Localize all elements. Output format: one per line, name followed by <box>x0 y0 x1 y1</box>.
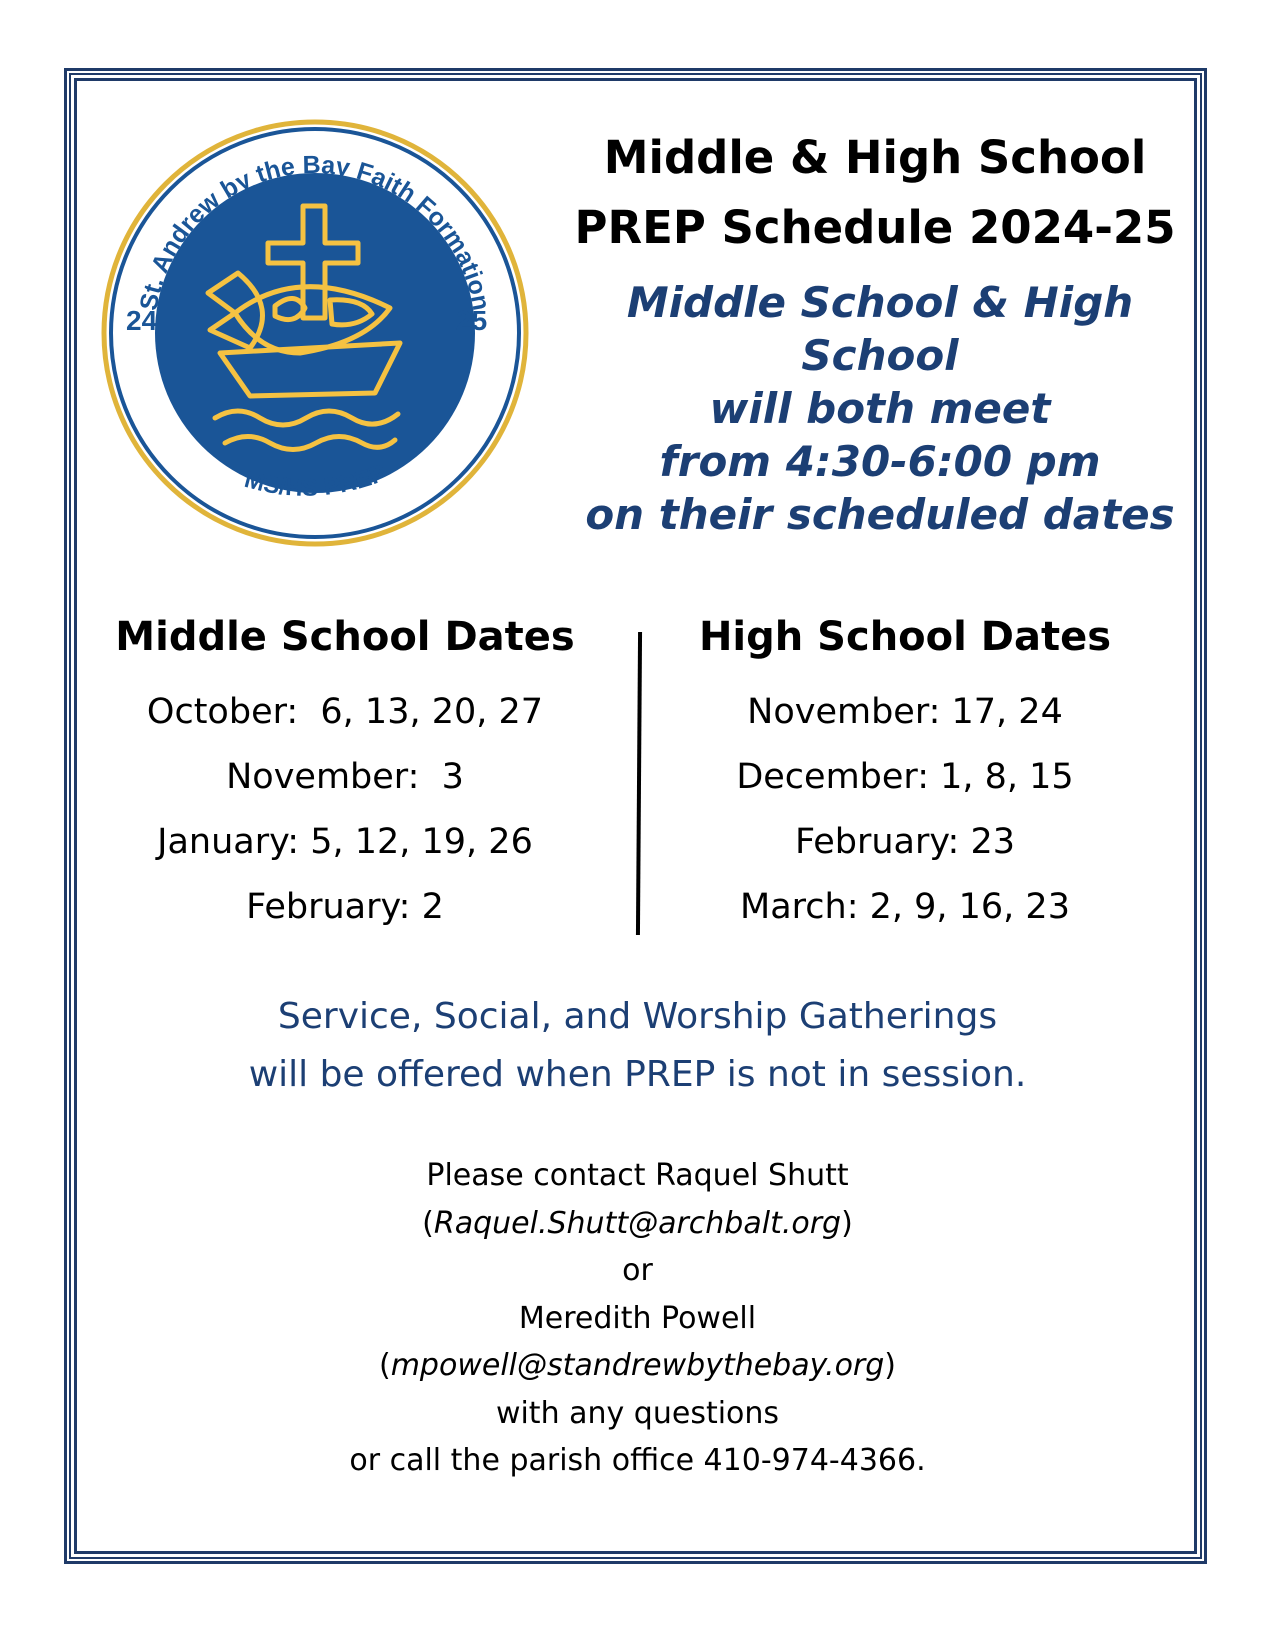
page-title-line1: Middle & High School <box>603 131 1147 184</box>
contact-email-raquel[interactable]: Raquel.Shutt@archbalt.org <box>433 1205 842 1241</box>
middle-school-dates <box>95 680 595 940</box>
high-school-heading: High School Dates <box>698 614 1112 660</box>
logo-ring-text: St. Andrew by the Bay Faith Formation <box>134 150 496 313</box>
high-school-dates <box>640 680 1170 940</box>
gatherings-note <box>150 988 1125 1104</box>
date-row: March: 2, 9, 16, 23 <box>740 887 1070 927</box>
contact-or: or <box>622 1253 653 1288</box>
date-row: October: 6, 13, 20, 27 <box>146 692 544 732</box>
contact-line: with any questions <box>495 1395 780 1431</box>
subtitle-line: will both meet <box>709 384 1051 433</box>
subtitle-line: School <box>801 331 959 380</box>
gatherings-line: Service, Social, and Worship Gatherings <box>277 996 998 1037</box>
date-row: February: 23 <box>795 822 1015 862</box>
subtitle-line: from 4:30-6:00 pm <box>659 437 1101 486</box>
contact-email-meredith[interactable]: mpowell@standrewbythebay.org <box>390 1348 885 1383</box>
date-row: December: 1, 8, 15 <box>736 757 1074 797</box>
faith-formation-logo <box>100 118 530 548</box>
page-title-line2: PREP Schedule 2024-25 <box>574 201 1176 254</box>
logo-year-right: 25 <box>456 305 488 336</box>
contact-email-line: (Raquel.Shutt@archbalt.org) <box>422 1205 853 1241</box>
contact-name: Meredith Powell <box>518 1300 757 1336</box>
contact-info <box>250 1152 1025 1485</box>
contact-email-line: (mpowell@standrewbythebay.org) <box>378 1348 897 1383</box>
meeting-time-note <box>555 276 1205 541</box>
middle-school-heading: Middle School Dates <box>115 614 575 660</box>
date-row: January: 5, 12, 19, 26 <box>157 822 533 862</box>
logo-bottom-text: MS/HS PREP <box>241 459 391 502</box>
subtitle-line: on their scheduled dates <box>585 490 1175 539</box>
logo-year-left: 24 <box>126 305 158 336</box>
contact-phone-line: or call the parish office 410-974-4366. <box>349 1443 926 1478</box>
date-row: February: 2 <box>246 887 444 927</box>
contact-line: Please contact Raquel Shutt <box>426 1158 849 1193</box>
date-row: November: 17, 24 <box>747 692 1063 732</box>
date-row: November: 3 <box>226 757 464 797</box>
subtitle-line: Middle School & High <box>626 278 1134 327</box>
gatherings-line: will be offered when PREP is not in session. <box>248 1054 1027 1095</box>
